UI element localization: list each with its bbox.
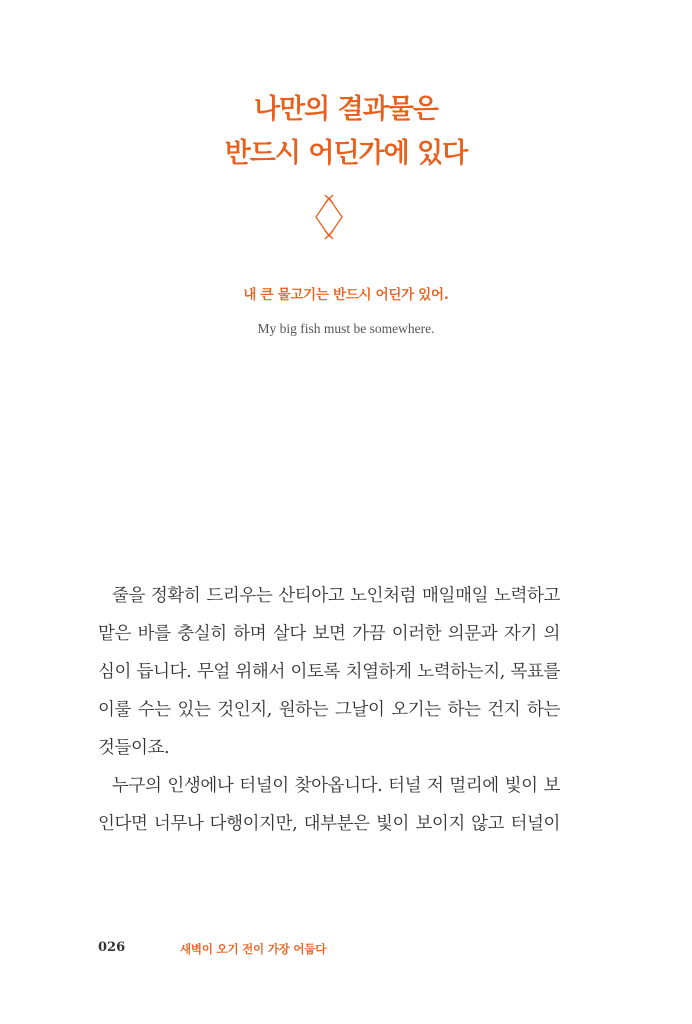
chapter-title-line-2: 반드시 어딘가에 있다: [224, 138, 468, 169]
page-number: 026: [98, 940, 126, 955]
chapter-quote-english: My big fish must be somewhere.: [257, 321, 435, 336]
body-line: 맡은 바를 충실히 하며 살다 보면 가끔 이러한 의문과 자기 의: [98, 624, 560, 644]
body-line: 인다면 너무나 다행이지만, 대부분은 빛이 보이지 않고 터널이: [98, 814, 560, 834]
chapter-title-line-1: 나만의 결과물은: [254, 94, 438, 125]
body-paragraphs: [98, 578, 560, 844]
chapter-quote-korean: 내 큰 물고기는 반드시 어딘가 있어.: [243, 287, 449, 303]
diamond-ornament-icon: [312, 194, 346, 240]
body-line: 것들이죠.: [98, 738, 170, 758]
running-book-title: 새벽이 오기 전이 가장 어둡다: [180, 942, 327, 956]
body-line: 심이 듭니다. 무얼 위해서 이토록 치열하게 노력하는지, 목표를: [98, 662, 560, 682]
chapter-title: [0, 88, 692, 176]
body-line: 이룰 수는 있는 것인지, 원하는 그날이 오기는 하는 건지 하는: [98, 700, 560, 720]
body-line: 줄을 정확히 드리우는 산티아고 노인처럼 매일매일 노력하고: [112, 586, 560, 606]
body-line: 누구의 인생에나 터널이 찾아옵니다. 터널 저 멀리에 빛이 보: [112, 776, 560, 796]
